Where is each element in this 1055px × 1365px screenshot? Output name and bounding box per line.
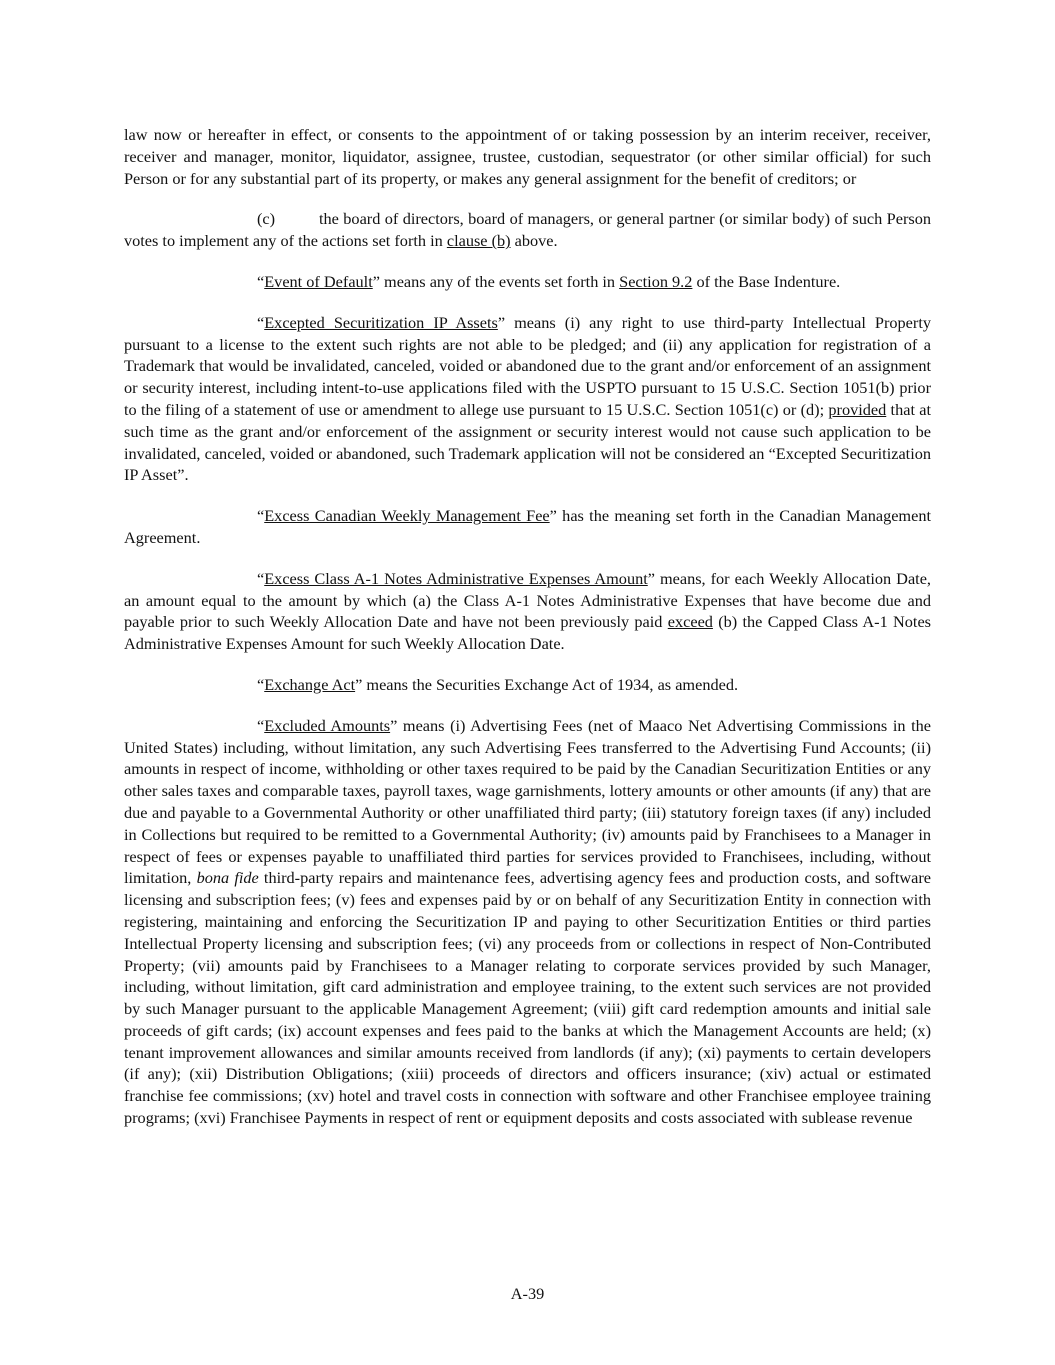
paragraph-text: law now or hereafter in effect, or consents to the appointment of or taking possession by an interim receiver, receiver, receiver and manager, monitor, liquidator, assignee, trustee, custodian, sequestrator (or other similar official) for such Person or for any substantial part of its property, or makes any general assignment for the benefit of creditors; or <box>124 125 931 188</box>
definition-text: ” means, for each Weekly Allocation Date, an amount equal to the amount by which (a) the Class A-1 Notes Administrative Expenses that have become due and payable prior to such Weekly Allocation Date and have not been previously paid <box>124 568 931 632</box>
open-quote: “ <box>257 506 265 526</box>
defined-term: Excess Class A-1 Notes Administrative Expenses Amount <box>264 568 648 588</box>
definition-text: ” means (i) any right to use third-party Intellectual Property pursuant to a license to the extent such rights are not able to be pledged; and (ii) any application for registration of a Trademark that would be invalidated, canceled, voided or abandoned due to the grant and/or enforcement of an assignment or security interest, including intent-to-use applications filed with the USPTO pursuant to 15 U.S.C. Section 1051(b) prior to the filing of a statement of use or amendment to allege use pursuant to 15 U.S.C. Section 1051(c) or (d); <box>124 312 931 419</box>
definition-text-end: (b) the Capped Class A-1 Notes Administrative Expenses Amount for such Weekly Allocation Date. <box>124 612 932 654</box>
defined-term: Excluded Amounts <box>264 715 391 735</box>
provided-term: provided <box>828 399 887 419</box>
page-number: A-39 <box>510 1284 545 1303</box>
section-reference: Section 9.2 <box>619 271 693 291</box>
definition-excluded-amounts <box>124 715 931 1129</box>
open-quote: “ <box>257 312 265 332</box>
definition-text-end: third-party repairs and maintenance fees, advertising agency fees and production costs, and software licensing and subscription fees; (v) fees and expenses paid by or on behalf of any Securitization Entity in connection with registering, maintaining and enforcing the Securitization IP and paying to other Securitization Entities or third parties Intellectual Property licensing and subscription fees; (vi) any proceeds from or collections in respect of Non-Contributed Property; (vii) amounts paid by Franchisees to a Manager relating to corporate services provided by such Manager, including, without limitation, gift card administration and employee training, to the extent such services are not provided by such Manager pursuant to the applicable Management Agreement; (viii) gift card redemption amounts and initial sale proceeds of gift cards; (ix) account expenses and fees paid to the banks at which the Management Accounts are held; (x) tenant improvement allowances and similar amounts received from landlords (if any); (xi) payments to certain developers (if any); (xii) Distribution Obligations; (xiii) proceeds of directors and officers insurance; (xiv) actual or estimated franchise fee commissions; (xv) hotel and travel costs in connection with software and other Franchisee employee training programs; (xvi) Franchisee Payments in respect of rent or equipment deposits and costs associated with sublease revenue <box>124 868 932 1128</box>
open-quote: “ <box>257 674 265 694</box>
defined-term: Exchange Act <box>264 674 356 694</box>
open-quote: “ <box>257 715 265 735</box>
definition-excepted-securitization-ip-assets <box>124 312 931 486</box>
open-quote: “ <box>257 271 265 291</box>
definition-event-of-default <box>124 271 931 293</box>
document-body <box>124 124 931 1148</box>
defined-term: Event of Default <box>264 271 373 291</box>
defined-term: Excepted Securitization IP Assets <box>264 312 498 332</box>
definition-text: ” has the meaning set forth in the Canadian Management Agreement. <box>124 506 931 547</box>
open-quote: “ <box>257 568 265 588</box>
clause-c-paragraph <box>124 208 931 252</box>
exceed-term: exceed <box>667 612 713 632</box>
italic-term: bona fide <box>196 868 259 888</box>
definition-excess-canadian-weekly-management-fee <box>124 505 931 549</box>
definition-text: ” means any of the events set forth in <box>372 271 620 291</box>
clause-b-reference: clause (b) <box>446 231 511 251</box>
clause-text: the board of directors, board of managers, or general partner (or similar body) of such Person votes to implement any of the actions set forth in <box>124 209 931 251</box>
definition-excess-class-a1-notes-admin-expenses <box>124 568 931 655</box>
defined-term: Excess Canadian Weekly Management Fee <box>264 506 550 526</box>
definition-text-end: that at such time as the grant and/or enforcement of the assignment or security interest would not cause such application to be invalidated, canceled, voided or abandoned, such Trademark application will not be considered an “Excepted Securitization IP Asset”. <box>124 399 931 485</box>
definition-text-end: of the Base Indenture. <box>692 271 841 291</box>
paragraph-continuation <box>124 124 931 189</box>
clause-label: (c) <box>257 209 276 229</box>
clause-text-end: above. <box>510 231 558 251</box>
definition-text: ” means the Securities Exchange Act of 1934, as amended. <box>355 674 739 694</box>
definition-text: ” means (i) Advertising Fees (net of Maaco Net Advertising Commissions in the United States) including, without limitation, any such Advertising Fees transferred to the Advertising Fund Accounts; (ii) amounts in respect of income, withholding or other taxes required to be paid by the Canadian Securitization Entities or any other sales taxes and comparable taxes, payroll taxes, wage garnishments, lottery amounts or other amounts (if any) that are due and payable to a Governmental Authority or other unaffiliated third party; (iii) statutory foreign taxes (if any) included in Collections but required to be remitted to a Governmental Authority; (iv) amounts paid by Franchisees to a Manager in respect of fees or expenses payable to unaffiliated third parties for services provided to Franchisees, including, without limitation, <box>124 715 931 888</box>
definition-exchange-act <box>124 674 931 696</box>
